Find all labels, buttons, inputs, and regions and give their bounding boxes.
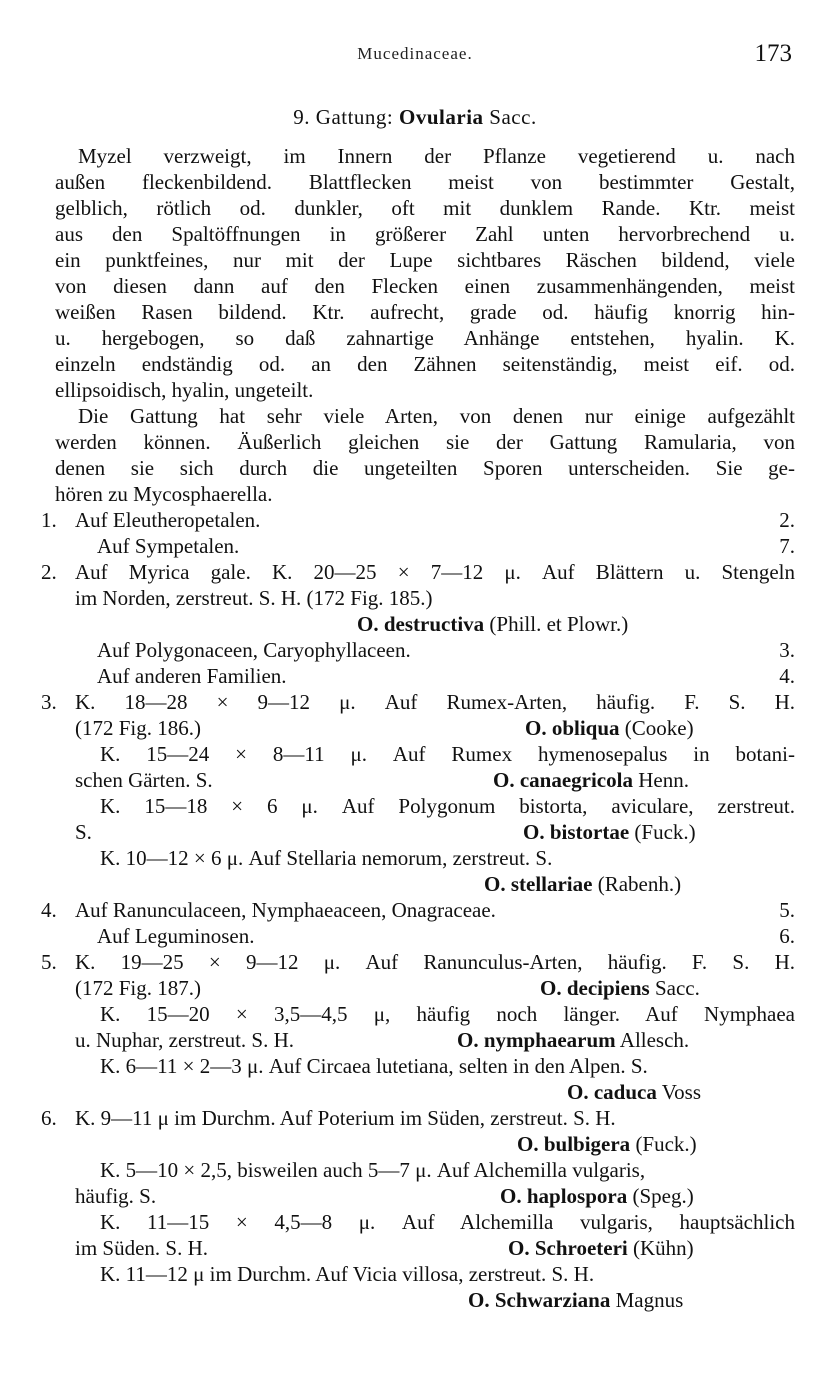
- key-ref: 6.: [779, 924, 795, 948]
- key-number: 1.: [41, 508, 57, 532]
- key-ref: 4.: [779, 664, 795, 688]
- key-line-2d: [55, 637, 795, 663]
- species-author: (Cooke): [624, 716, 694, 740]
- intro-line: u. hergebogen, so daß zahnartige Anhänge entstehen, hyalin. K.: [55, 326, 795, 350]
- species-author: (Phill. et Plowr.): [489, 612, 629, 636]
- species-name: O. stellariae: [484, 872, 593, 896]
- para2-line: Die Gattung hat sehr viele Arten, von denen nur einige aufgezählt: [78, 404, 795, 428]
- key-line-6b: [55, 1131, 795, 1157]
- intro-line: ein punktfeines, nur mit der Lupe sichtbares Räschen bildend, viele: [55, 248, 795, 272]
- key-line-4a: [41, 897, 795, 923]
- key-number: 3.: [41, 690, 57, 714]
- key-ref: 3.: [779, 638, 795, 662]
- key-text: K. 9—11 μ im Durchm. Auf Poterium im Süden, zerstreut. S. H.: [75, 1106, 616, 1130]
- key-line-6c: K. 5—10 × 2,5, bisweilen auch 5—7 μ. Auf Alchemilla vulgaris,: [100, 1158, 646, 1182]
- key-line-3f: [55, 819, 795, 845]
- key-line-1a: [41, 507, 795, 533]
- species-author: (Speg.): [632, 1184, 694, 1208]
- running-title: Mucedinaceae.: [357, 44, 473, 63]
- key-text: K. 19—25 × 9—12 μ. Auf Ranunculus-Arten, häufig. F. S. H.: [75, 950, 795, 974]
- key-line-3a: [41, 689, 795, 715]
- species-name: O. caduca: [567, 1080, 657, 1104]
- intro-line: aus den Spaltöffnungen in größerer Zahl unten hervorbrechend u.: [55, 222, 795, 246]
- key-line-1b: [55, 533, 795, 559]
- genus-author: Sacc.: [489, 105, 537, 129]
- para2-line: hören zu Mycosphaerella.: [55, 482, 273, 506]
- key-text: im Norden, zerstreut. S. H. (172 Fig. 185.): [75, 586, 433, 610]
- intro-line: weißen Rasen bildend. Ktr. aufrecht, grade od. häufig knorrig hin-: [55, 300, 795, 324]
- species-name: O. haplospora: [500, 1184, 628, 1208]
- key-line-6g: K. 11—12 μ im Durchm. Auf Vicia villosa, zerstreut. S. H.: [100, 1262, 595, 1286]
- species-name: O. decipiens: [540, 976, 650, 1000]
- key-text: S.: [75, 820, 92, 844]
- key-text: Auf anderen Familien.: [97, 664, 287, 688]
- page-header: [0, 40, 830, 70]
- intro-line: Myzel verzweigt, im Innern der Pflanze vegetierend u. nach: [78, 144, 795, 168]
- key-line-3c: K. 15—24 × 8—11 μ. Auf Rumex hymenosepalus in botani-: [100, 742, 795, 766]
- key-text: Auf Leguminosen.: [97, 924, 255, 948]
- key-line-5e: K. 6—11 × 2—3 μ. Auf Circaea lutetiana, selten in den Alpen. S.: [100, 1054, 648, 1078]
- species-author: (Fuck.): [634, 820, 696, 844]
- intro-line: ellipsoidisch, hyalin, ungeteilt.: [55, 378, 314, 402]
- key-text: Auf Sympetalen.: [97, 534, 240, 558]
- key-number: 2.: [41, 560, 57, 584]
- key-line-2b: [55, 585, 795, 611]
- key-line-3g: K. 10—12 × 6 μ. Auf Stellaria nemorum, zerstreut. S.: [100, 846, 553, 870]
- species-author: Voss: [661, 1080, 702, 1104]
- key-line-6d: [55, 1183, 795, 1209]
- key-line-2c: [55, 611, 795, 637]
- key-text: im Süden. S. H.: [75, 1236, 209, 1260]
- key-text: schen Gärten. S.: [75, 768, 213, 792]
- key-ref: 2.: [779, 508, 795, 532]
- intro-line: von diesen dann auf den Flecken einen zusammenhängenden, meist: [55, 274, 795, 298]
- key-line-3h: [55, 871, 795, 897]
- key-text: häufig. S.: [75, 1184, 157, 1208]
- key-line-6e: K. 11—15 × 4,5—8 μ. Auf Alchemilla vulgaris, hauptsächlich: [100, 1210, 795, 1234]
- key-text: Auf Ranunculaceen, Nymphaeaceen, Onagraceae.: [75, 898, 496, 922]
- key-number: 5.: [41, 950, 57, 974]
- para2-line: denen sie sich durch die ungeteilten Sporen unterscheiden. Sie ge-: [55, 456, 795, 480]
- key-text: Auf Eleutheropetalen.: [75, 508, 261, 532]
- species-name: O. canaegricola: [493, 768, 633, 792]
- key-ref: 7.: [779, 534, 795, 558]
- key-line-5d: [55, 1027, 795, 1053]
- key-line-2e: [55, 663, 795, 689]
- key-text: Auf Polygonaceen, Caryophyllaceen.: [97, 638, 411, 662]
- key-text: (172 Fig. 186.): [75, 716, 201, 740]
- key-line-6a: [41, 1105, 795, 1131]
- para2-line: werden können. Äußerlich gleichen sie der Gattung Ramularia, von: [55, 430, 795, 454]
- genus-heading: [0, 105, 830, 130]
- intro-line: gelblich, rötlich od. dunkler, oft mit dunklem Rande. Ktr. meist: [55, 196, 795, 220]
- species-name: O. obliqua: [525, 716, 620, 740]
- key-number: 4.: [41, 898, 57, 922]
- key-line-2a: [41, 559, 795, 585]
- species-author: (Fuck.): [635, 1132, 697, 1156]
- intro-line: außen fleckenbildend. Blattflecken meist von bestimmter Gestalt,: [55, 170, 795, 194]
- key-line-5b: [55, 975, 795, 1001]
- species-author: (Kühn): [633, 1236, 694, 1260]
- species-name: O. nymphaearum: [457, 1028, 616, 1052]
- key-line-6h: [55, 1287, 795, 1313]
- species-author: Allesch.: [619, 1028, 690, 1052]
- key-line-5c: K. 15—20 × 3,5—4,5 μ, häufig noch länger. Auf Nymphaea: [100, 1002, 795, 1026]
- genus-prefix: 9. Gattung:: [293, 105, 394, 129]
- key-text: u. Nuphar, zerstreut. S. H.: [75, 1028, 295, 1052]
- species-name: O. Schwarziana: [468, 1288, 611, 1312]
- key-line-5f: [55, 1079, 795, 1105]
- key-line-6f: [55, 1235, 795, 1261]
- page-number: 173: [754, 40, 792, 67]
- key-text: Auf Myrica gale. K. 20—25 × 7—12 μ. Auf Blättern u. Stengeln: [75, 560, 795, 584]
- species-name: O. destructiva: [357, 612, 485, 636]
- key-line-3d: [55, 767, 795, 793]
- species-author: (Rabenh.): [597, 872, 682, 896]
- species-name: O. bistortae: [523, 820, 630, 844]
- key-text: (172 Fig. 187.): [75, 976, 201, 1000]
- key-line-5a: [41, 949, 795, 975]
- key-number: 6.: [41, 1106, 57, 1130]
- key-line-3b: [55, 715, 795, 741]
- species-author: Sacc.: [654, 976, 700, 1000]
- species-author: Magnus: [615, 1288, 684, 1312]
- species-author: Henn.: [638, 768, 689, 792]
- species-name: O. Schroeteri: [508, 1236, 628, 1260]
- key-line-4b: [55, 923, 795, 949]
- species-name: O. bulbigera: [517, 1132, 631, 1156]
- genus-name: Ovularia: [399, 105, 484, 129]
- intro-line: einzeln endständig od. an den Zähnen seitenständig, meist eif. od.: [55, 352, 795, 376]
- key-text: K. 18—28 × 9—12 μ. Auf Rumex-Arten, häufig. F. S. H.: [75, 690, 795, 714]
- key-ref: 5.: [779, 898, 795, 922]
- key-line-3e: K. 15—18 × 6 μ. Auf Polygonum bistorta, aviculare, zerstreut.: [100, 794, 795, 818]
